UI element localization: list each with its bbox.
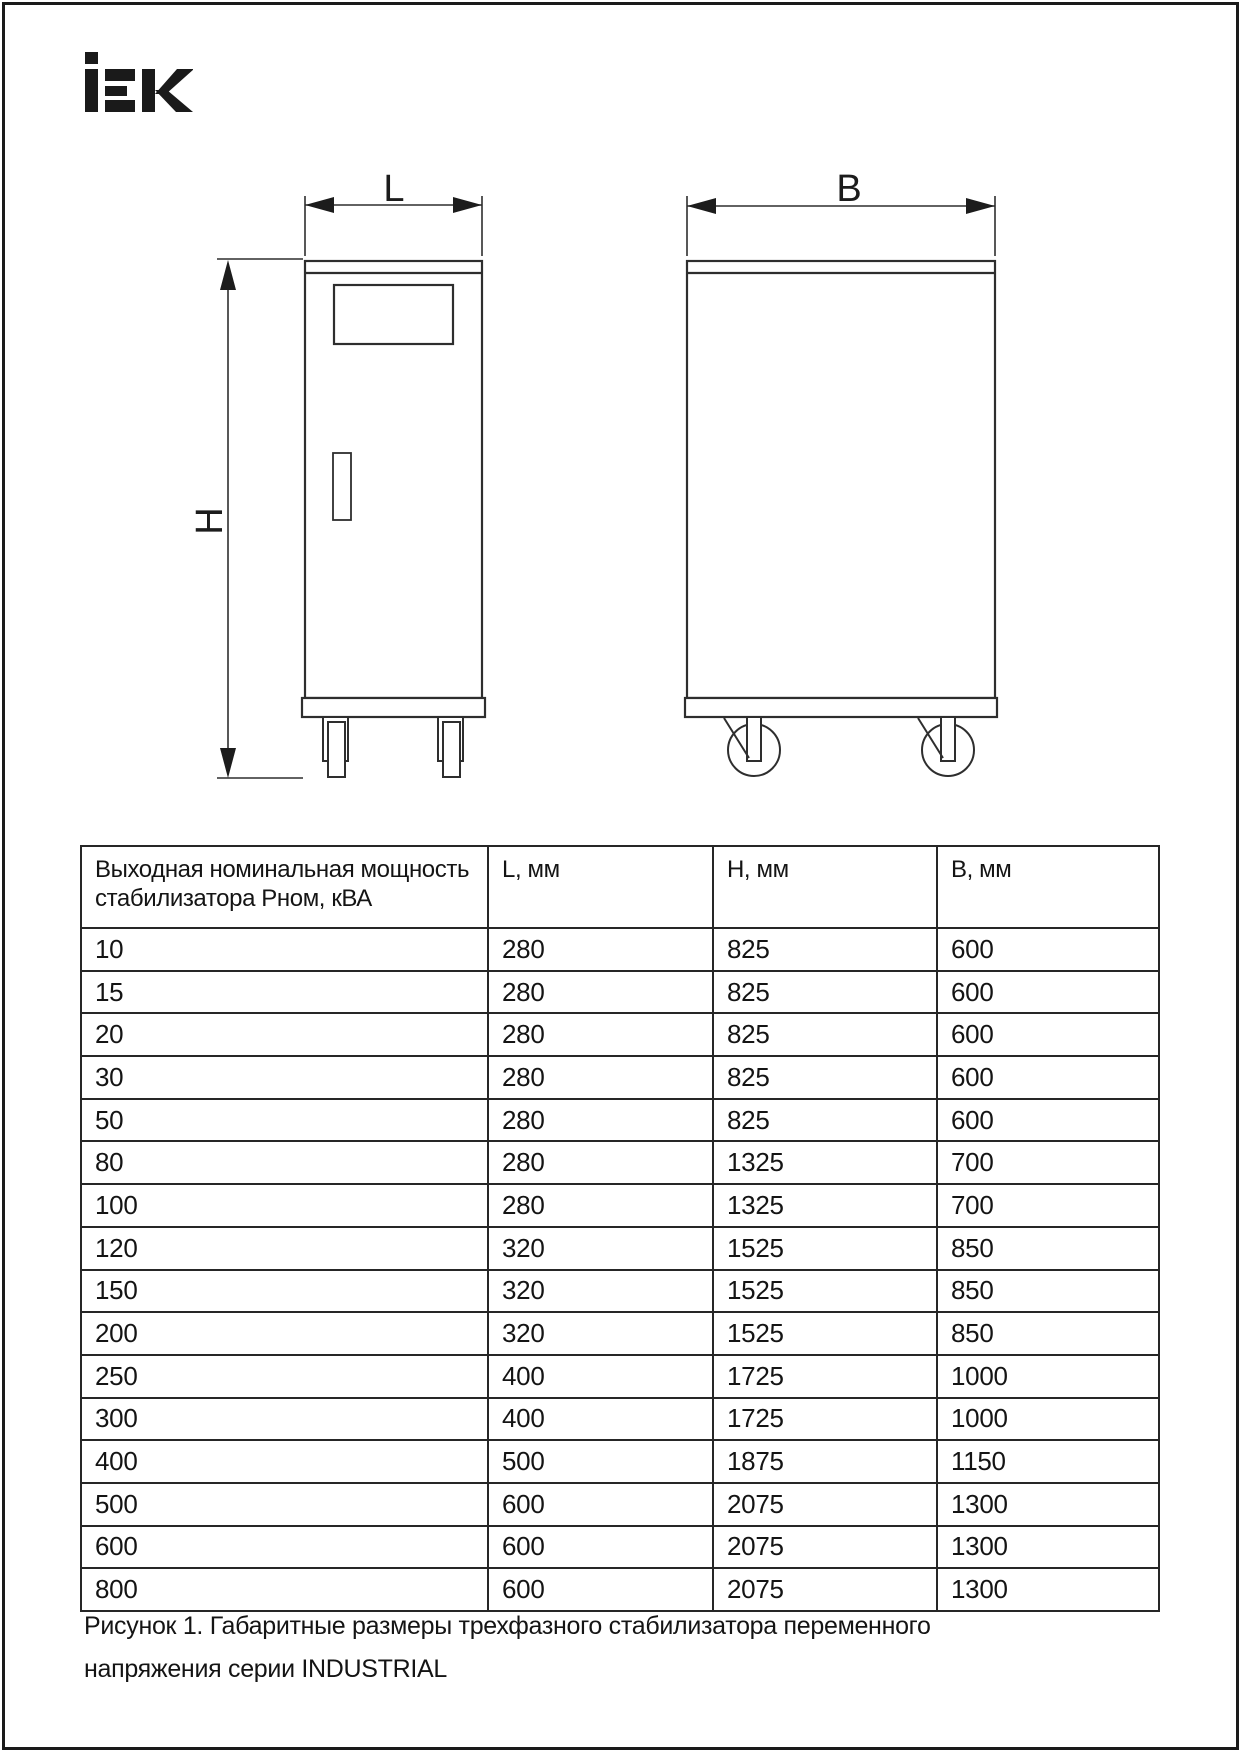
table-cell: 850 (937, 1270, 1159, 1313)
table-cell: 600 (488, 1568, 713, 1611)
arrowhead-right-icon (453, 197, 482, 213)
table-cell: 20 (81, 1013, 488, 1056)
table-cell: 1300 (937, 1483, 1159, 1526)
table-cell: 600 (937, 928, 1159, 971)
table-cell: 400 (488, 1398, 713, 1441)
arrowhead-up-icon (220, 260, 236, 290)
table-cell: 150 (81, 1270, 488, 1313)
table-cell: 280 (488, 1141, 713, 1184)
table-cell: 600 (488, 1483, 713, 1526)
table-row (81, 1013, 1159, 1056)
front-display-panel (334, 285, 453, 344)
table-row (81, 1312, 1159, 1355)
table-row (81, 1526, 1159, 1569)
table-cell: 280 (488, 1013, 713, 1056)
caster-bracket (941, 717, 955, 761)
header-power (81, 846, 488, 928)
table-cell: 1150 (937, 1440, 1159, 1483)
side-base (685, 698, 997, 717)
table-cell: 280 (488, 1056, 713, 1099)
table-cell: 15 (81, 971, 488, 1014)
table-row (81, 1141, 1159, 1184)
arrowhead-down-icon (220, 748, 236, 778)
table-cell: 800 (81, 1568, 488, 1611)
table-cell: 2075 (713, 1483, 937, 1526)
table-row (81, 971, 1159, 1014)
table-cell: 850 (937, 1312, 1159, 1355)
table-row (81, 1440, 1159, 1483)
table-cell: 1300 (937, 1568, 1159, 1611)
front-door-handle (333, 453, 351, 520)
table-cell: 2075 (713, 1526, 937, 1569)
header-b: B, мм (937, 846, 1159, 928)
side-casters (724, 717, 974, 776)
table-cell: 600 (937, 1013, 1159, 1056)
table-cell: 1525 (713, 1312, 937, 1355)
table-cell: 30 (81, 1056, 488, 1099)
caption-line-2: напряжения серии INDUSTRIAL (84, 1655, 448, 1683)
table-cell: 1875 (713, 1440, 937, 1483)
table-cell: 1525 (713, 1270, 937, 1313)
table-cell: 700 (937, 1141, 1159, 1184)
table-cell: 600 (81, 1526, 488, 1569)
table-cell: 320 (488, 1312, 713, 1355)
table-cell: 10 (81, 928, 488, 971)
table-cell: 600 (937, 1099, 1159, 1142)
table-cell: 100 (81, 1184, 488, 1227)
table-cell: 2075 (713, 1568, 937, 1611)
table-cell: 1525 (713, 1227, 937, 1270)
table-cell: 825 (713, 971, 937, 1014)
table-cell: 320 (488, 1227, 713, 1270)
dimensions-table-body (81, 928, 1159, 1611)
front-view (189, 168, 485, 778)
caster-bracket (747, 717, 761, 761)
table-cell: 400 (81, 1440, 488, 1483)
table-cell: 1325 (713, 1141, 937, 1184)
table-cell: 825 (713, 928, 937, 971)
table-cell: 500 (81, 1483, 488, 1526)
table-cell: 825 (713, 1099, 937, 1142)
caster-wheel (443, 722, 460, 777)
table-cell: 120 (81, 1227, 488, 1270)
table-cell: 280 (488, 928, 713, 971)
table-row (81, 1270, 1159, 1313)
table-cell: 1300 (937, 1526, 1159, 1569)
table-row (81, 1184, 1159, 1227)
table-cell: 50 (81, 1099, 488, 1142)
table-cell: 600 (937, 1056, 1159, 1099)
table-cell: 1725 (713, 1398, 937, 1441)
table-cell: 500 (488, 1440, 713, 1483)
table-cell: 250 (81, 1355, 488, 1398)
header-h: H, мм (713, 846, 937, 928)
table-cell: 280 (488, 1184, 713, 1227)
table-cell: 1325 (713, 1184, 937, 1227)
table-row (81, 1355, 1159, 1398)
table-cell: 400 (488, 1355, 713, 1398)
table-cell: 825 (713, 1013, 937, 1056)
front-base (302, 698, 485, 717)
table-cell: 1000 (937, 1398, 1159, 1441)
table-row (81, 1483, 1159, 1526)
arrowhead-left-icon (687, 198, 716, 214)
figure-caption (84, 1605, 944, 1691)
arrowhead-left-icon (305, 197, 334, 213)
header-power-label: Выходная номинальная мощность стабилизатора Рном, кВА (95, 856, 470, 912)
table-cell: 80 (81, 1141, 488, 1184)
table-row (81, 1398, 1159, 1441)
depth-dimension-label: B (836, 168, 862, 210)
table-cell: 850 (937, 1227, 1159, 1270)
width-dimension-label: L (383, 168, 405, 210)
table-cell: 200 (81, 1312, 488, 1355)
table-cell: 280 (488, 971, 713, 1014)
dimensional-drawing (0, 0, 1241, 820)
dimensions-table (80, 845, 1160, 1612)
table-cell: 825 (713, 1056, 937, 1099)
table-row (81, 928, 1159, 971)
side-cabinet (685, 261, 997, 717)
table-cell: 280 (488, 1099, 713, 1142)
table-row (81, 1227, 1159, 1270)
front-casters (323, 717, 463, 777)
table-cell: 1725 (713, 1355, 937, 1398)
table-row (81, 1099, 1159, 1142)
table-cell: 700 (937, 1184, 1159, 1227)
table-cell: 600 (937, 971, 1159, 1014)
table-cell: 1000 (937, 1355, 1159, 1398)
table-row (81, 1056, 1159, 1099)
table-cell: 300 (81, 1398, 488, 1441)
height-dimension-label: H (189, 507, 231, 535)
caster-wheel (328, 722, 345, 777)
caption-line-1: Рисунок 1. Габаритные размеры трехфазного стабилизатора переменного (84, 1612, 931, 1640)
table-cell: 600 (488, 1526, 713, 1569)
front-cabinet (302, 261, 485, 717)
arrowhead-right-icon (966, 198, 995, 214)
side-view (685, 168, 997, 776)
table-header-row (81, 846, 1159, 928)
header-l: L, мм (488, 846, 713, 928)
table-cell: 320 (488, 1270, 713, 1313)
